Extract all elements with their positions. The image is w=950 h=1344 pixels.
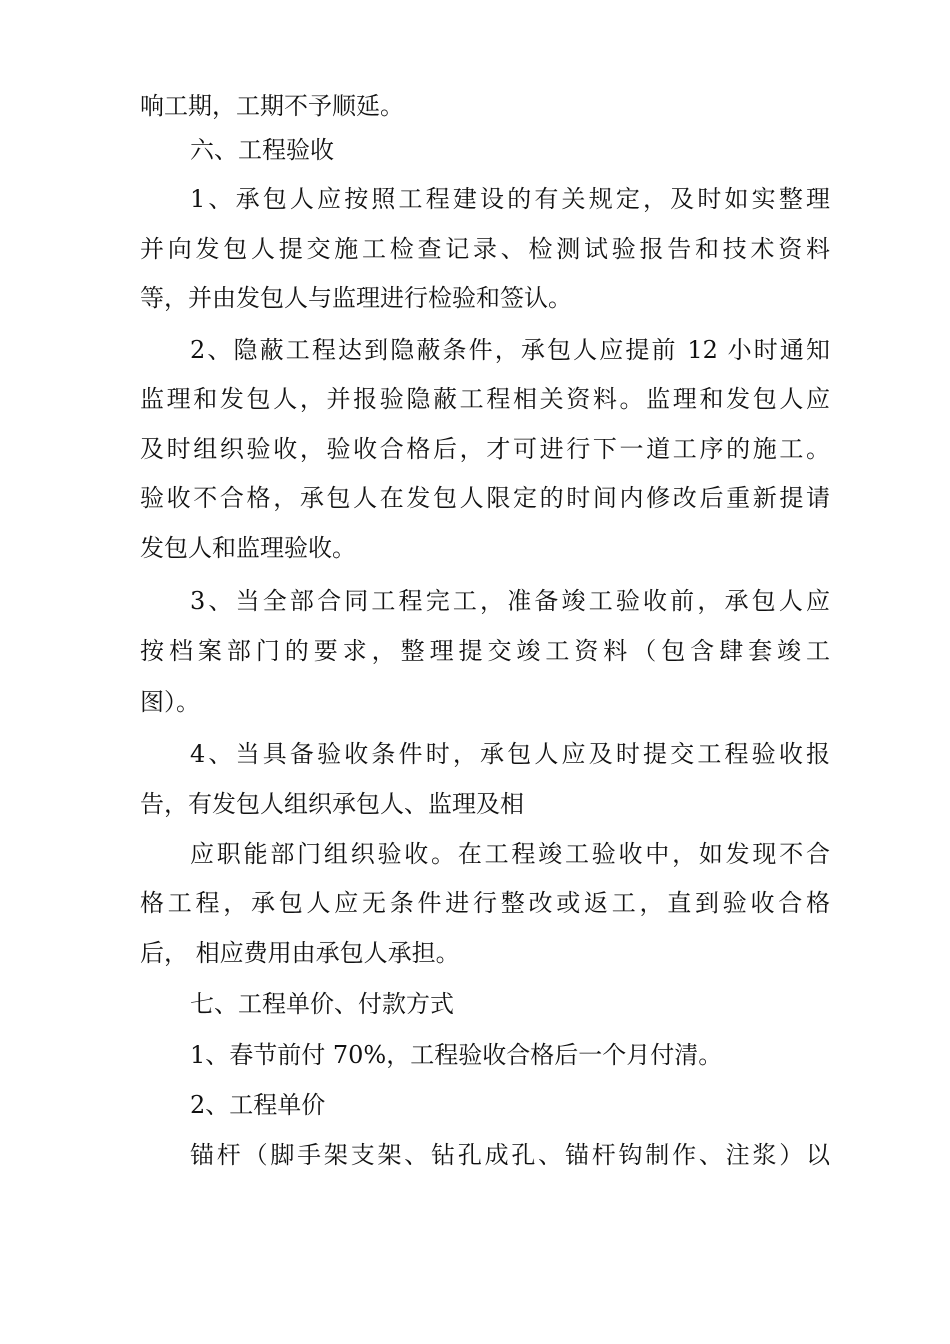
section-heading: 六、工程验收	[190, 136, 334, 164]
paragraph-line: 响工期，工期不予顺延。	[140, 92, 404, 120]
paragraph-line: 等，并由发包人与监理进行检验和签认。	[140, 284, 572, 312]
paragraph-line: 2、隐蔽工程达到隐蔽条件，承包人应提前 12 小时通知	[190, 336, 830, 364]
paragraph-line: 2、工程单价	[190, 1091, 326, 1119]
paragraph-line: 1、春节前付 70%，工程验收合格后一个月付清。	[190, 1041, 723, 1069]
paragraph-line: 应职能部门组织验收。在工程竣工验收中，如发现不合	[190, 840, 830, 868]
section-heading: 七、工程单价、付款方式	[190, 990, 454, 1018]
paragraph-line: 后， 相应费用由承包人承担。	[140, 939, 460, 967]
paragraph-line: 按档案部门的要求，整理提交竣工资料（包含肆套竣工	[140, 637, 830, 665]
paragraph-line: 1、承包人应按照工程建设的有关规定，及时如实整理	[190, 185, 830, 213]
paragraph-line: 验收不合格，承包人在发包人限定的时间内修改后重新提请	[140, 484, 830, 512]
paragraph-line: 锚杆（脚手架支架、钻孔成孔、锚杆钩制作、注浆）以	[190, 1141, 830, 1169]
paragraph-line: 监理和发包人，并报验隐蔽工程相关资料。监理和发包人应	[140, 385, 830, 413]
paragraph-line: 并向发包人提交施工检查记录、检测试验报告和技术资料	[140, 235, 830, 263]
paragraph-line: 4、当具备验收条件时，承包人应及时提交工程验收报	[190, 740, 830, 768]
paragraph-line: 发包人和监理验收。	[140, 534, 356, 562]
paragraph-line: 告，有发包人组织承包人、监理及相	[140, 790, 524, 818]
paragraph-line: 图）。	[140, 688, 200, 716]
paragraph-line: 3、当全部合同工程完工，准备竣工验收前，承包人应	[190, 587, 830, 615]
paragraph-line: 格工程，承包人应无条件进行整改或返工，直到验收合格	[140, 889, 830, 917]
paragraph-line: 及时组织验收，验收合格后，才可进行下一道工序的施工。	[140, 435, 830, 463]
